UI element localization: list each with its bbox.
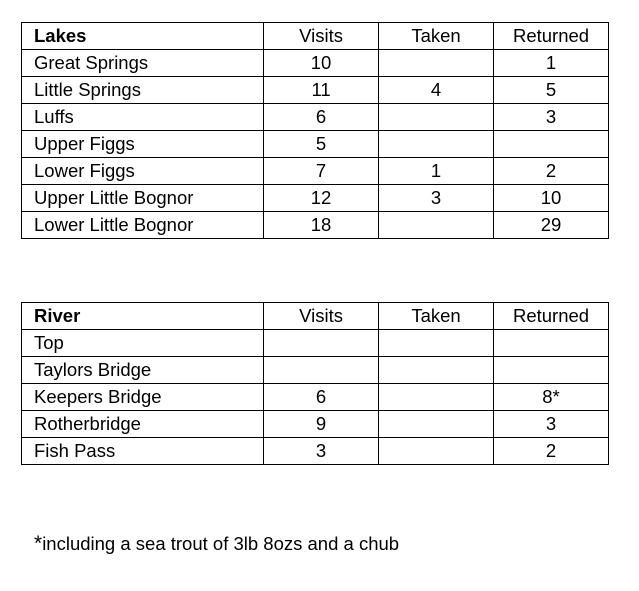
taken-cell bbox=[379, 330, 494, 357]
visits-cell: 3 bbox=[264, 438, 379, 465]
returned-cell bbox=[494, 330, 609, 357]
taken-cell bbox=[379, 384, 494, 411]
visits-cell: 7 bbox=[264, 158, 379, 185]
returned-cell: 3 bbox=[494, 104, 609, 131]
river-header-visits: Visits bbox=[264, 303, 379, 330]
taken-cell bbox=[379, 104, 494, 131]
table-row bbox=[22, 357, 609, 384]
lakes-table bbox=[21, 22, 609, 239]
river-header-name: River bbox=[22, 303, 264, 330]
table-row bbox=[22, 212, 609, 239]
table-row bbox=[22, 411, 609, 438]
lakes-header-returned: Returned bbox=[494, 23, 609, 50]
taken-cell: 4 bbox=[379, 77, 494, 104]
table-row bbox=[22, 131, 609, 158]
returned-cell: 8* bbox=[494, 384, 609, 411]
lake-name: Upper Little Bognor bbox=[22, 185, 264, 212]
river-header-row bbox=[22, 303, 609, 330]
visits-cell: 5 bbox=[264, 131, 379, 158]
taken-cell bbox=[379, 357, 494, 384]
lake-name: Great Springs bbox=[22, 50, 264, 77]
table-row bbox=[22, 384, 609, 411]
table-row bbox=[22, 330, 609, 357]
lakes-header-row bbox=[22, 23, 609, 50]
footnote-marker: * bbox=[34, 532, 43, 555]
river-header-taken: Taken bbox=[379, 303, 494, 330]
returned-cell bbox=[494, 131, 609, 158]
lake-name: Lower Little Bognor bbox=[22, 212, 264, 239]
visits-cell: 18 bbox=[264, 212, 379, 239]
returned-cell: 29 bbox=[494, 212, 609, 239]
lake-name: Lower Figgs bbox=[22, 158, 264, 185]
visits-cell: 11 bbox=[264, 77, 379, 104]
lake-name: Upper Figgs bbox=[22, 131, 264, 158]
returned-cell: 2 bbox=[494, 438, 609, 465]
lakes-header-name: Lakes bbox=[22, 23, 264, 50]
river-header-returned: Returned bbox=[494, 303, 609, 330]
returned-cell: 2 bbox=[494, 158, 609, 185]
footnote-text: including a sea trout of 3lb 8ozs and a chub bbox=[42, 533, 400, 554]
lakes-header-visits: Visits bbox=[264, 23, 379, 50]
returned-cell: 1 bbox=[494, 50, 609, 77]
river-location-name: Rotherbridge bbox=[22, 411, 264, 438]
table-row bbox=[22, 50, 609, 77]
table-row bbox=[22, 438, 609, 465]
lakes-header-taken: Taken bbox=[379, 23, 494, 50]
river-location-name: Keepers Bridge bbox=[22, 384, 264, 411]
visits-cell: 12 bbox=[264, 185, 379, 212]
table-row bbox=[22, 104, 609, 131]
taken-cell bbox=[379, 50, 494, 77]
visits-cell: 9 bbox=[264, 411, 379, 438]
table-row bbox=[22, 77, 609, 104]
lake-name: Luffs bbox=[22, 104, 264, 131]
returned-cell: 3 bbox=[494, 411, 609, 438]
visits-cell: 6 bbox=[264, 384, 379, 411]
returned-cell bbox=[494, 357, 609, 384]
taken-cell bbox=[379, 438, 494, 465]
footnote bbox=[34, 531, 399, 557]
river-table bbox=[21, 302, 609, 465]
table-row bbox=[22, 158, 609, 185]
taken-cell bbox=[379, 212, 494, 239]
river-location-name: Fish Pass bbox=[22, 438, 264, 465]
lake-name: Little Springs bbox=[22, 77, 264, 104]
river-location-name: Top bbox=[22, 330, 264, 357]
visits-cell bbox=[264, 357, 379, 384]
river-location-name: Taylors Bridge bbox=[22, 357, 264, 384]
taken-cell bbox=[379, 131, 494, 158]
taken-cell: 1 bbox=[379, 158, 494, 185]
returned-cell: 10 bbox=[494, 185, 609, 212]
table-row bbox=[22, 185, 609, 212]
visits-cell: 10 bbox=[264, 50, 379, 77]
visits-cell: 6 bbox=[264, 104, 379, 131]
visits-cell bbox=[264, 330, 379, 357]
returned-cell: 5 bbox=[494, 77, 609, 104]
taken-cell bbox=[379, 411, 494, 438]
taken-cell: 3 bbox=[379, 185, 494, 212]
